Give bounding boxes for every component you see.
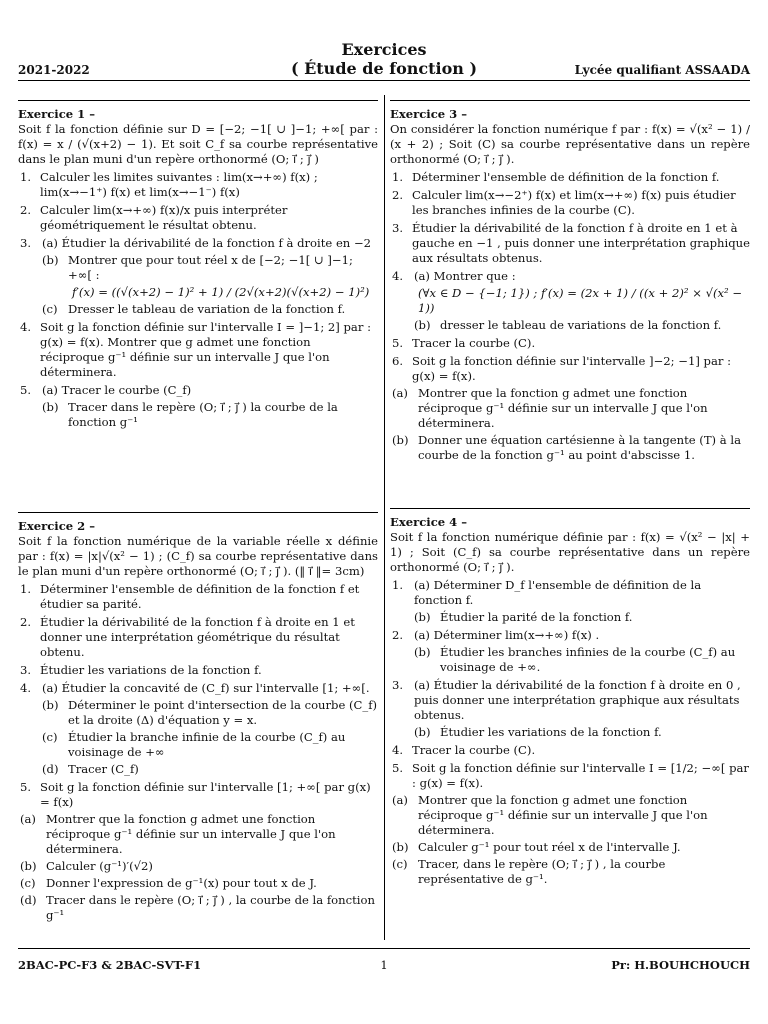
exercise-title: Exercice 2 –	[18, 519, 96, 533]
question-list	[390, 578, 750, 887]
question-3b: (b) Montrer que pour tout réel x de [−2; −1[ ∪ ]−1; +∞[ : f′(x) = ((√(x+2) − 1)² + 1) / (2√(x+2)(√(x+2) − 1)²)	[40, 253, 378, 300]
question-3: 3. (a) Étudier la dérivabilité de la fonction f à droite en 0 , puis donner une interprétation graphique aux résultats obtenus. (b) Étudier les variations de la fonction f.	[390, 678, 750, 740]
question-4b: (b) Déterminer le point d'intersection de la courbe (C_f) et la droite (Δ) d'équation y = x.	[42, 698, 378, 727]
footer-classes: 2BAC-PC-F3 & 2BAC-SVT-F1	[18, 958, 202, 972]
question-5b: (b) Calculer g⁻¹ pour tout réel x de l'intervalle J.	[392, 840, 681, 854]
question-4: 4. (a) Étudier la concavité de (C_f) sur l'intervalle [1; +∞[. (b) Déterminer le point d'intersection de la courbe (C_f) et la droite (Δ) d'équation y = x. (c) Étudier la branche infinie de la courbe (C_f) au voisinage de +∞ (d) Tracer (C_f)	[20, 681, 378, 776]
question-3a: (a) Étudier la dérivabilité de la fonction f à droite en −2	[42, 236, 372, 250]
exercise-1	[18, 100, 378, 433]
question-6a: (a) Montrer que la fonction g admet une fonction réciproque g⁻¹ définie sur un intervalle J que l'on déterminera.	[392, 386, 708, 430]
question-5a: (a) Montrer que la fonction g admet une fonction réciproque g⁻¹ définie sur un intervalle J que l'on déterminera.	[20, 812, 336, 856]
exercise-rule	[18, 100, 378, 101]
exercise-intro: Soit f la fonction définie sur D = [−2; −1[ ∪ ]−1; +∞[ par : f(x) = x / (√(x+2) − 1). Et soit C_f sa courbe représentative dans le plan muni d'un repère orthonormé (O; i⃗ ; j⃗ )	[18, 122, 378, 166]
column-divider	[384, 95, 385, 940]
question-1b: (b) Étudier la parité de la fonction f.	[414, 610, 633, 624]
question-3: 3. Étudier les variations de la fonction f.	[20, 663, 262, 677]
footer-author: Pr: H.BOUHCHOUCH	[611, 958, 750, 972]
question-1: 1. Déterminer l'ensemble de définition de la fonction f et étudier sa parité.	[20, 582, 360, 611]
question-3: 3. Étudier la dérivabilité de la fonction f à droite en 1 et à gauche en −1 , puis donner une interprétation graphique aux résultats obtenus.	[392, 221, 750, 265]
document-title: Exercices	[341, 40, 427, 59]
derivative-formula: (∀x ∈ D − {−1; 1}) ; f′(x) = (2x + 1) / ((x + 2)² × √(x² − 1))	[418, 286, 743, 315]
document-subtitle: ( Étude de fonction )	[290, 59, 478, 78]
question-5: 5. Tracer la courbe (C).	[392, 336, 536, 350]
exercise-intro: Soit f la fonction numérique définie par : f(x) = √(x² − |x| + 1) ; Soit (C_f) sa courbe représentative dans un repère orthonormé (O; i⃗ ; j⃗ ).	[390, 530, 750, 574]
question-5: 5. Soit g la fonction définie sur l'intervalle [1; +∞[ par g(x) = f(x) (a) Montrer que la fonction g admet une fonction réciproque g⁻¹ définie sur un intervalle J que l'on déterminera. (b) Calculer (g⁻¹)′(√2) (c) Donner l'expression de g⁻¹(x) pour tout x de J. (d) Tracer dans le repère (O; i⃗ ; j⃗ ) , la courbe de la fonction g⁻¹	[18, 780, 378, 923]
question-6b: (b) Donner une équation cartésienne à la tangente (T) à la courbe de la fonction g⁻¹ au point d'abscisse 1.	[392, 433, 741, 462]
header-rule	[18, 80, 750, 81]
question-4a: (a) Montrer que : (∀x ∈ D − {−1; 1}) ; f′(x) = (2x + 1) / ((x + 2)² × √(x² − 1))	[408, 269, 750, 316]
question-4c: (c) Étudier la branche infinie de la courbe (C_f) au voisinage de +∞	[42, 730, 346, 759]
exercise-rule	[390, 100, 750, 101]
question-5b: (b) Tracer dans le repère (O; i⃗ ; j⃗ ) la courbe de la fonction g⁻¹	[42, 400, 338, 429]
question-5c: (c) Tracer, dans le repère (O; i⃗ ; j⃗ ) , la courbe représentative de g⁻¹.	[392, 857, 666, 886]
question-4b: (b) dresser le tableau de variations de la fonction f.	[414, 318, 722, 332]
derivative-formula: f′(x) = ((√(x+2) − 1)² + 1) / (2√(x+2)(√(x+2) − 1)²)	[72, 285, 370, 299]
question-4: 4. Tracer la courbe (C).	[392, 743, 536, 757]
school-name: Lycée qualifiant ASSAADA	[574, 63, 750, 77]
question-2b: (b) Étudier les branches infinies de la courbe (C_f) au voisinage de +∞.	[414, 645, 736, 674]
question-4d: (d) Tracer (C_f)	[42, 762, 139, 776]
school-year: 2021-2022	[18, 63, 90, 77]
question-5: 5. Soit g la fonction définie sur l'intervalle I = [1/2; −∞[ par : g(x) = f(x). (a) Montrer que la fonction g admet une fonction réciproque g⁻¹ définie sur un intervalle J que l'on déterminera. (b) Calculer g⁻¹ pour tout réel x de l'intervalle J. (c) Tracer, dans le repère (O; i⃗ ; j⃗ ) , la courbe représentative de g⁻¹.	[392, 761, 749, 886]
question-list	[18, 170, 378, 430]
question-3a: (a) Étudier la dérivabilité de la fonction f à droite en 0 , puis donner une interprétation graphique aux résultats obtenus.	[414, 678, 741, 722]
exercise-4	[390, 508, 750, 890]
question-5d: (d) Tracer dans le repère (O; i⃗ ; j⃗ ) , la courbe de la fonction g⁻¹	[20, 893, 375, 922]
question-3c: (c) Dresser le tableau de variation de la fonction f.	[42, 302, 346, 316]
question-1a: (a) Déterminer D_f l'ensemble de définition de la fonction f.	[414, 578, 702, 607]
question-6: 6. Soit g la fonction définie sur l'intervalle ]−2; −1] par : g(x) = f(x). (a) Montrer que la fonction g admet une fonction réciproque g⁻¹ définie sur un intervalle J que l'on déterminera. (b) Donner une équation cartésienne à la tangente (T) à la courbe de la fonction g⁻¹ au point d'abscisse 1.	[390, 354, 750, 463]
exercise-title: Exercice 4 –	[390, 515, 468, 529]
exercise-title: Exercice 3 –	[390, 107, 468, 121]
question-2: 2. Calculer lim(x→+∞) f(x)/x puis interpréter géométriquement le résultat obtenu.	[20, 203, 288, 232]
exercise-rule	[390, 508, 750, 509]
page-number: 1	[380, 958, 388, 972]
question-1: 1. (a) Déterminer D_f l'ensemble de définition de la fonction f. (b) Étudier la parité de la fonction f.	[390, 578, 750, 625]
footer-rule	[18, 948, 750, 949]
question-1: 1. Déterminer l'ensemble de définition de la fonction f.	[392, 170, 720, 184]
question-5c: (c) Donner l'expression de g⁻¹(x) pour tout x de J.	[20, 876, 317, 890]
exercise-title: Exercice 1 –	[18, 107, 96, 121]
question-2: 2. Étudier la dérivabilité de la fonction f à droite en 1 et donner une interprétation géométrique du résultat obtenu.	[20, 615, 355, 659]
question-5a: (a) Tracer le courbe (C_f)	[42, 383, 192, 397]
exercise-2	[18, 512, 378, 926]
question-2a: (a) Déterminer lim(x→+∞) f(x) .	[414, 628, 600, 642]
question-4: 4. (a) Montrer que : (∀x ∈ D − {−1; 1}) ; f′(x) = (2x + 1) / ((x + 2)² × √(x² − 1)) (b) dresser le tableau de variations de la fonction f.	[390, 269, 750, 333]
exercise-intro: Soit f la fonction numérique de la variable réelle x définie par : f(x) = |x|√(x² − 1) ; (C_f) sa courbe représentative dans le plan muni d'un repère orthonormé (O; i⃗ ; j⃗ ). (‖ i⃗ ‖= 3cm)	[18, 534, 378, 578]
question-list	[390, 170, 750, 463]
question-4: 4. Soit g la fonction définie sur l'intervalle I = ]−1; 2] par : g(x) = f(x). Montrer que g admet une fonction réciproque g⁻¹ définie sur un intervalle J que l'on déterminera.	[20, 320, 371, 379]
question-2: 2. Calculer lim(x→−2⁺) f(x) et lim(x→+∞) f(x) puis étudier les branches infinies de la courbe (C).	[392, 188, 736, 217]
question-4a: (a) Étudier la concavité de (C_f) sur l'intervalle [1; +∞[.	[42, 681, 370, 695]
exercise-3	[390, 100, 750, 466]
question-1: 1. Calculer les limites suivantes : lim(x→+∞) f(x) ; lim(x→−1⁺) f(x) et lim(x→−1⁻) f(x)	[20, 170, 318, 199]
exercise-rule	[18, 512, 378, 513]
question-2: 2. (a) Déterminer lim(x→+∞) f(x) . (b) Étudier les branches infinies de la courbe (C_f) au voisinage de +∞.	[390, 628, 750, 675]
question-3b: (b) Étudier les variations de la fonction f.	[414, 725, 662, 739]
question-5: 5. (a) Tracer le courbe (C_f) (b) Tracer dans le repère (O; i⃗ ; j⃗ ) la courbe de la fonction g⁻¹	[18, 383, 378, 430]
question-5b: (b) Calculer (g⁻¹)′(√2)	[20, 859, 153, 873]
question-5a: (a) Montrer que la fonction g admet une fonction réciproque g⁻¹ définie sur un intervalle J que l'on déterminera.	[392, 793, 708, 837]
exercise-intro: On considérer la fonction numérique f par : f(x) = √(x² − 1) / (x + 2) ; Soit (C) sa courbe représentative dans un repère orthonormé (O; i⃗ ; j⃗ ).	[390, 122, 750, 166]
question-3: 3. (a) Étudier la dérivabilité de la fonction f à droite en −2 (b) Montrer que pour tout réel x de [−2; −1[ ∪ ]−1; +∞[ : f′(x) = ((√(x+2) − 1)² + 1) / (2√(x+2)(√(x+2) − 1)²) (c) Dresser le tableau de variation de la fonction f.	[18, 236, 378, 317]
question-list	[18, 582, 378, 923]
